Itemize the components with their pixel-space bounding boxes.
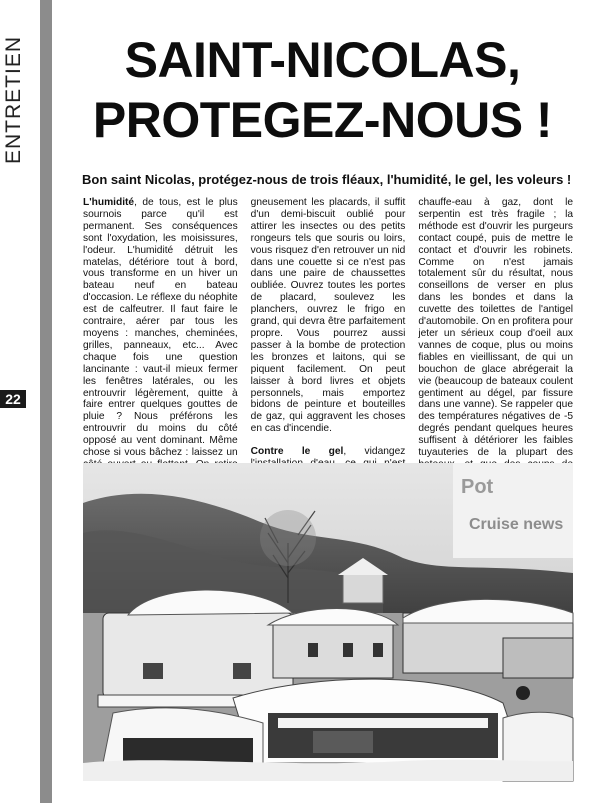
article-column-3 xyxy=(418,197,573,459)
lead-humidite: L'humidité xyxy=(83,197,135,208)
article-column-1 xyxy=(83,197,238,459)
page-sidebar-bar xyxy=(40,0,52,803)
title-line-1: SAINT-NICOLAS, xyxy=(124,32,521,88)
col3-text: chauffe-eau à gaz, dont le serpentin est très fragile ; la méthode est d'ouvrir les purgeurs contact coupé, puis de mettre le contact et d'ouvrir les robinets. Comme on n'est jamais totalement sûr du résultat, nous conseillons de verser en plus dans les bondes et dans la cuvette des toilettes de l'antigel d'automobile. On en profitera pour jeter un sérieux coup d'oeil aux vannes de coque, plus ou moins fiables en vieillissant, de qui un bouchon de glace abrégerait la vie (beaucoup de bateaux coulent gentiment au dégel, par fissure dans une vanne). Se rappeler que des températures négatives de -5 degrés pendant quelques heures suffisent à détériorer les faibles tuyauteries de la plupart des xyxy=(418,197,574,459)
col1-text: , de tous, est le plus sournois parce qu'il est permanent. Ses conséquences sont l'oxydation, les moisissures, l'odeur. L'humidité détruit les matelas, détériore tout à bord, vous transforme en un hiver un bateau neuf en bateau d'occasion. Le réflexe du néophite est de calfeutrer. Il faut faire le contraire, aérer par tous les moyens : manches, cheminées, grilles, panneaux, etc... Avec chaque fois une question lancinante : vaut-il mieux fermer les fenêtres latérales, ou les entrouvrir légèrement, quitte à faire entrer quelques gouttes de pluie ? Nous préférons les entrouvrir du moins du côté opposé au vent dominant. Même chose si vous bâchez : laissez un xyxy=(83,197,238,459)
col2-text: gneusement les placards, il suffit d'un demi-biscuit oublié pour attirer les insectes ou des petits rongeurs tels que souris ou loirs, vous risquez d'en retrouver un nid dans une couette si ce n'est pas dans une paire de chaussettes oubliée. Ouvrez toutes les portes de placard, soulevez les planchers, ouvrez le frigo en grand, qui devra être parfaitement propre. Vous pourrez aussi passer à la bombe de protection les bronzes et laitons, qui se piquent facilement. On peut laisser à bord livres et objets personnels, mais emportez bidons de peinture et bouteilles de gaz, qui aggravent les choses en cas d'incendie. xyxy=(250,197,406,435)
page-title xyxy=(70,30,575,150)
page-number: 22 xyxy=(0,390,26,408)
title-line-2: PROTEGEZ-NOUS ! xyxy=(92,92,553,148)
article-column-2 xyxy=(251,197,406,459)
lead-contre-le-gel: Contre le gel xyxy=(250,446,344,458)
photo-snowy-marina xyxy=(83,463,573,781)
section-label-text: ENTRETIEN xyxy=(2,35,25,165)
photo-illustration xyxy=(83,463,573,781)
article-body xyxy=(83,197,573,459)
section-label xyxy=(0,35,28,165)
col2-text-2: , vidangez xyxy=(343,446,406,458)
lede: Bon saint Nicolas, protégez-nous de trois fléaux, l'humidité, le gel, les voleurs ! xyxy=(82,172,572,187)
photo-text-top: Pot xyxy=(461,476,494,498)
photo-text-sign: Cruise news xyxy=(469,516,564,533)
